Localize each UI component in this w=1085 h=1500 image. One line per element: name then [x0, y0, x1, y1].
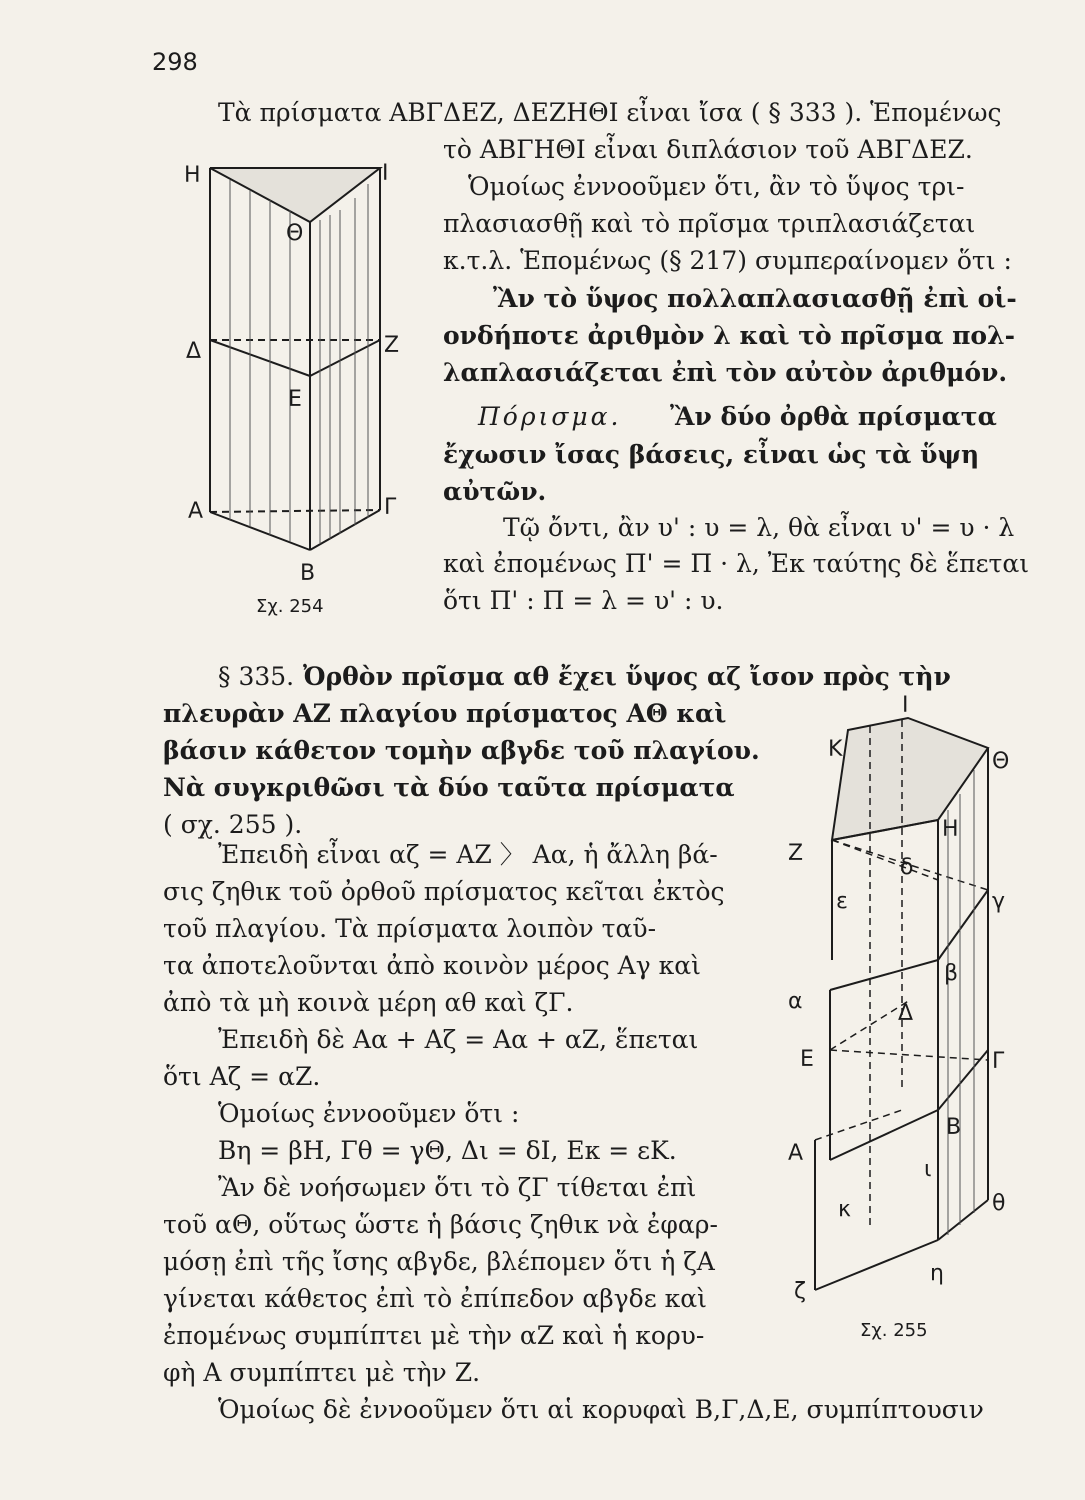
- vertex-label: Η: [184, 163, 201, 188]
- theorem-line: ονδήποτε ἀριθμὸν λ καὶ τὸ πρῖσμα πολ-: [443, 321, 1016, 350]
- vertex-label: γ: [992, 889, 1006, 914]
- theorem-line: Ἂν τὸ ὕψος πολλαπλασιασθῇ ἐπὶ οἱ-: [493, 284, 1017, 313]
- vertex-label: Γ: [992, 1049, 1005, 1074]
- text-line: Ὁμοίως ἐννοοῦμεν ὅτι :: [218, 1099, 520, 1128]
- section-number: § 335.: [218, 662, 295, 691]
- vertex-label: Ι: [382, 161, 389, 186]
- text-line: Τὰ πρίσματα ΑΒΓΔΕΖ, ΔΕΖΗΘΙ εἶναι ἴσα ( § 333 ). Ἑπομένως: [218, 98, 1002, 127]
- text-line: σις ζηθικ τοῦ ὀρθοῦ πρίσματος κεῖται ἐκτὸς: [163, 877, 725, 906]
- vertex-label: Ζ: [384, 333, 400, 358]
- text-line: ὅτι Π' : Π = λ = υ' : υ.: [443, 586, 724, 615]
- vertex-label: Β: [300, 561, 316, 586]
- vertex-label: Δ: [898, 1001, 914, 1026]
- text-line: Τῷ ὄντι, ἂν υ' : υ = λ, θὰ εἶναι υ' = υ · λ: [503, 513, 1015, 542]
- figure-255-prisms: [770, 690, 1040, 1350]
- text-line: Ὁμοίως δὲ ἐννοοῦμεν ὅτι αἱ κορυφαὶ Β,Γ,Δ,Ε, συμπίπτουσιν: [218, 1395, 984, 1424]
- text-line: Βη = βΗ, Γθ = γΘ, Δι = δΙ, Εκ = εΚ.: [218, 1136, 677, 1165]
- vertex-label: Α: [188, 499, 204, 524]
- vertex-label: θ: [992, 1191, 1006, 1216]
- text-line: κ.τ.λ. Ἑπομένως (§ 217) συμπεραίνομεν ὅτι :: [443, 246, 1012, 275]
- text-line: Ἐπειδὴ εἶναι αζ = ΑΖ 〉 Αα, ἡ ἄλλη βά-: [218, 840, 718, 869]
- corollary-line: Ἂν δύο ὀρθὰ πρίσματα: [670, 402, 997, 431]
- vertex-label: Ε: [800, 1047, 814, 1072]
- page-number: 298: [152, 48, 198, 76]
- text-line: φὴ Α συμπίπτει μὲ τὴν Ζ.: [163, 1358, 481, 1387]
- vertex-label: α: [788, 989, 803, 1014]
- theorem-line: λαπλασιάζεται ἐπὶ τὸν αὐτὸν ἀριθμόν.: [443, 358, 1008, 387]
- vertex-label: η: [930, 1261, 944, 1286]
- text-line: τα ἀποτελοῦνται ἀπὸ κοινὸν μέρος Αγ καὶ: [163, 951, 701, 980]
- text-line: Ἐπειδὴ δὲ Αα + Αζ = Αα + αΖ, ἕπεται: [218, 1025, 699, 1054]
- text-line: πλασιασθῇ καὶ τὸ πρῖσμα τριπλασιάζεται: [443, 209, 976, 238]
- text-line: τοῦ αΘ, οὕτως ὥστε ἡ βάσις ζηθικ νὰ ἐφαρ-: [163, 1210, 718, 1239]
- problem-line: βάσιν κάθετον τομὴν αβγδε τοῦ πλαγίου.: [163, 736, 760, 765]
- vertex-label: β: [944, 961, 959, 986]
- vertex-label: Η: [942, 817, 959, 842]
- figure-caption: Σχ. 254: [256, 596, 324, 617]
- vertex-label: Κ: [828, 737, 843, 762]
- text-line: μόσῃ ἐπὶ τῆς ἴσης αβγδε, βλέπομεν ὅτι ἡ ζΑ: [163, 1247, 715, 1276]
- vertex-label: Γ: [384, 495, 397, 520]
- vertex-label: Θ: [286, 221, 304, 246]
- corollary-line: ἔχωσιν ἴσας βάσεις, εἶναι ὡς τὰ ὕψη: [443, 440, 980, 469]
- text-line: τὸ ΑΒΓΗΘΙ εἶναι διπλάσιον τοῦ ΑΒΓΔΕΖ.: [443, 135, 973, 164]
- problem-line: Ὀρθὸν πρῖσμα αθ ἔχει ὕψος αζ ἴσον πρὸς τὴν: [303, 662, 951, 691]
- text-line: Ὁμοίως ἐννοοῦμεν ὅτι, ἂν τὸ ὕψος τρι-: [468, 172, 965, 201]
- problem-line: πλευρὰν ΑΖ πλαγίου πρίσματος ΑΘ καὶ: [163, 699, 727, 728]
- vertex-label: Θ: [992, 749, 1010, 774]
- text-line: Ἂν δὲ νοήσωμεν ὅτι τὸ ζΓ τίθεται ἐπὶ: [218, 1173, 697, 1202]
- figure-254-prism: [170, 150, 430, 630]
- vertex-label: ε: [836, 889, 848, 914]
- figure-caption: Σχ. 255: [860, 1320, 928, 1341]
- vertex-label: κ: [838, 1197, 851, 1222]
- vertex-label: Ι: [902, 693, 909, 718]
- vertex-label: δ: [900, 855, 914, 880]
- corollary-line: αὐτῶν.: [443, 477, 547, 506]
- vertex-label: Ε: [288, 387, 302, 412]
- text-line: καὶ ἐπομένως Π' = Π · λ, Ἐκ ταύτης δὲ ἕπεται: [443, 549, 1030, 578]
- text-line: τοῦ πλαγίου. Τὰ πρίσματα λοιπὸν ταῦ-: [163, 914, 657, 943]
- vertex-label: Ζ: [788, 841, 804, 866]
- text-line: γίνεται κάθετος ἐπὶ τὸ ἐπίπεδον αβγδε καὶ: [163, 1284, 707, 1313]
- corollary-heading: Πόρισμα.: [478, 402, 622, 431]
- vertex-label: ζ: [794, 1279, 806, 1304]
- vertex-label: Α: [788, 1141, 804, 1166]
- text-line: ἀπὸ τὰ μὴ κοινὰ μέρη αθ καὶ ζΓ.: [163, 988, 574, 1017]
- vertex-label: ι: [924, 1157, 932, 1182]
- text-line: ( σχ. 255 ).: [163, 810, 303, 839]
- text-line: ἐπομένως συμπίπτει μὲ τὴν αΖ καὶ ἡ κορυ-: [163, 1321, 705, 1350]
- vertex-label: Β: [946, 1115, 962, 1140]
- vertex-label: Δ: [186, 339, 202, 364]
- text-line: ὅτι Αζ = αΖ.: [163, 1062, 321, 1091]
- problem-line: Νὰ συγκριθῶσι τὰ δύο ταῦτα πρίσματα: [163, 773, 735, 802]
